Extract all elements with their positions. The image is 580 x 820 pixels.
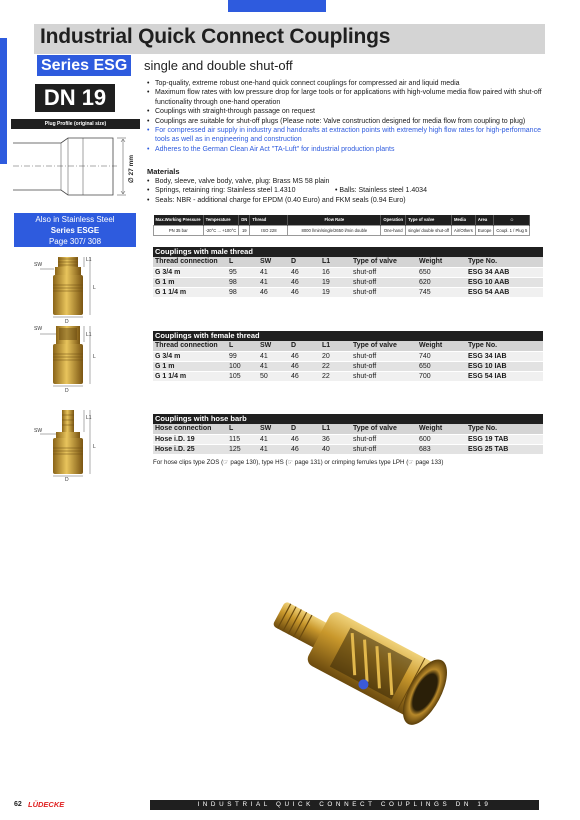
cell: shut-off: [351, 361, 417, 371]
cell: 105: [227, 371, 258, 381]
stainless-line1: Also in Stainless Steel: [35, 215, 115, 224]
cell: G 1 1/4 m: [153, 371, 227, 381]
col-header: D: [289, 424, 320, 434]
male-thread-table: [153, 247, 543, 298]
material-balls: • Balls: Stainless steel 1.4034: [335, 186, 427, 195]
dn-size-box: DN 19: [35, 84, 115, 112]
table-row: [153, 277, 543, 287]
spec-value: 19: [239, 225, 250, 235]
spec-value: Air/Others: [452, 225, 476, 235]
cell: 41: [258, 351, 289, 361]
left-accent-bar: [0, 38, 7, 164]
luedecke-logo: LÜDECKE: [28, 800, 65, 809]
cell: 50: [258, 371, 289, 381]
col-header: L: [227, 257, 258, 267]
table-title: Couplings with female thread: [153, 331, 543, 341]
table-row: [153, 287, 543, 297]
l-label: L: [93, 354, 96, 360]
plug-profile-label: Plug Profile (original size): [11, 119, 140, 129]
cell: 46: [289, 267, 320, 277]
spec-value: Europe: [475, 225, 494, 235]
page-title: Industrial Quick Connect Couplings: [40, 25, 391, 48]
material-item: • Seals: NBR - additional charge for EPDM (0.40 Euro) and FKM seals (0.94 Euro): [147, 196, 542, 205]
cell: 41: [258, 434, 289, 444]
d-label: D: [65, 319, 69, 325]
cell: 46: [258, 287, 289, 297]
footer-band: INDUSTRIAL QUICK CONNECT COUPLINGS DN 19: [150, 800, 539, 810]
l-label: L: [93, 444, 96, 450]
cell: 98: [227, 287, 258, 297]
cell: 745: [417, 287, 466, 297]
page-number: 62: [14, 801, 22, 808]
col-header: Thread connection: [153, 341, 227, 351]
col-header: L: [227, 341, 258, 351]
l1-label: L1: [86, 257, 92, 263]
cell: 46: [289, 287, 320, 297]
materials-list: [147, 177, 542, 205]
female-thread-table: [153, 331, 543, 382]
cell: 40: [320, 444, 351, 454]
col-header: D: [289, 341, 320, 351]
spec-value: single/ double shut-off: [406, 225, 452, 235]
feature-item: • Couplings with straight-through passage on request: [147, 107, 542, 116]
spec-header: Type of valve: [406, 215, 452, 225]
sw-label: SW: [34, 326, 43, 332]
type-number: ESG 34 AAB: [466, 267, 543, 277]
cell: 46: [289, 434, 320, 444]
cell: 740: [417, 351, 466, 361]
cell: 115: [227, 434, 258, 444]
spec-value: PN 35 bar: [154, 225, 204, 235]
cell: shut-off: [351, 434, 417, 444]
top-accent-tab: [228, 0, 326, 12]
type-number: ESG 34 IAB: [466, 351, 543, 361]
table-row: [153, 371, 543, 381]
cell: 700: [417, 371, 466, 381]
spec-header: DN: [239, 215, 250, 225]
hose-barb-coupling-drawing: [34, 410, 102, 484]
spec-table: [153, 215, 530, 236]
cell: 20: [320, 351, 351, 361]
type-number: ESG 10 IAB: [466, 361, 543, 371]
cell: 683: [417, 444, 466, 454]
cell: 22: [320, 371, 351, 381]
stainless-series: Series ESGE: [50, 226, 100, 235]
spec-header: Max.Working Pressure: [154, 215, 204, 225]
col-header: Type of valve: [351, 424, 417, 434]
cell: 16: [320, 267, 351, 277]
col-header: SW: [258, 424, 289, 434]
hose-clip-note: For hose clips type ZOS (☞ page 130), type HS (☞ page 131) or crimping ferrules type LPH (☞ page 133): [153, 459, 444, 466]
cell: shut-off: [351, 351, 417, 361]
series-badge: Series ESG: [37, 55, 131, 76]
col-header: Type No.: [466, 424, 543, 434]
cell: 125: [227, 444, 258, 454]
spec-header: Media: [452, 215, 476, 225]
spec-header-row: [154, 215, 530, 225]
sw-label: SW: [34, 262, 43, 268]
spec-header: Operation: [381, 215, 406, 225]
spec-header: Flow Rate: [288, 215, 381, 225]
col-header: Hose connection: [153, 424, 227, 434]
cell: shut-off: [351, 277, 417, 287]
col-header: Weight: [417, 424, 466, 434]
coupling-cutaway-image: [262, 590, 462, 750]
plug-profile-drawing: [11, 129, 140, 205]
cell: 22: [320, 361, 351, 371]
table-header-row: [153, 341, 543, 351]
table-row: [153, 361, 543, 371]
col-header: L1: [320, 424, 351, 434]
smiley-icon: ☺: [494, 215, 530, 225]
sw-label: SW: [34, 428, 43, 434]
cell: 100: [227, 361, 258, 371]
stainless-steel-note: [14, 213, 136, 247]
table-row: [153, 267, 543, 277]
cell: G 1 m: [153, 277, 227, 287]
hose-barb-table: [153, 414, 543, 455]
l-label: L: [93, 285, 96, 291]
l1-label: L1: [86, 415, 92, 421]
cell: 650: [417, 361, 466, 371]
cell: Hose i.D. 25: [153, 444, 227, 454]
cell: shut-off: [351, 444, 417, 454]
cell: 19: [320, 277, 351, 287]
table-title: Couplings with male thread: [153, 247, 543, 257]
d-label: D: [65, 388, 69, 394]
material-item: [147, 186, 542, 195]
col-header: Type No.: [466, 341, 543, 351]
spec-header: Thread: [250, 215, 288, 225]
cell: shut-off: [351, 287, 417, 297]
spec-header: Temperature: [203, 215, 239, 225]
table-row: [153, 444, 543, 454]
col-header: L: [227, 424, 258, 434]
cell: 95: [227, 267, 258, 277]
female-coupling-drawing: [34, 324, 102, 396]
cell: 41: [258, 361, 289, 371]
cell: 46: [289, 277, 320, 287]
cell: 46: [289, 351, 320, 361]
feature-item: • Maximum flow rates with low pressure drop for large tools or for applications with high-volume media flow paired with shut-off functionality through one-hand operation: [147, 88, 542, 107]
col-header: SW: [258, 341, 289, 351]
type-number: ESG 25 TAB: [466, 444, 543, 454]
d-label: D: [65, 477, 69, 483]
table-header-row: [153, 257, 543, 267]
cell: 41: [258, 444, 289, 454]
cell: 620: [417, 277, 466, 287]
col-header: L1: [320, 341, 351, 351]
stainless-page-ref: Page 307/ 308: [48, 237, 102, 246]
spec-value: -20°C ... +100°C: [203, 225, 239, 235]
cell: G 1 m: [153, 361, 227, 371]
spec-value: ISO 228: [250, 225, 288, 235]
spec-header: Area: [475, 215, 494, 225]
material-springs: Springs, retaining ring: Stainless steel 1.4310: [155, 187, 296, 195]
spec-value-row: [154, 225, 530, 235]
col-header: Thread connection: [153, 257, 227, 267]
table-header-row: [153, 424, 543, 434]
cell: 46: [289, 444, 320, 454]
cell: 41: [258, 277, 289, 287]
cell: 98: [227, 277, 258, 287]
cell: 46: [289, 361, 320, 371]
spec-value: Coupl. 1 / Plug 5: [494, 225, 530, 235]
col-header: Type of valve: [351, 257, 417, 267]
col-header: L1: [320, 257, 351, 267]
feature-item: • Adheres to the German Clean Air Act "TA-Luft" for industrial production plants: [147, 145, 542, 154]
material-item: • Body, sleeve, valve body, valve, plug: Brass MS 58 plain: [147, 177, 542, 186]
cell: G 3/4 m: [153, 351, 227, 361]
cell: 600: [417, 434, 466, 444]
col-header: Type No.: [466, 257, 543, 267]
cell: 46: [289, 371, 320, 381]
feature-item: • Top-quality, extreme robust one-hand quick connect couplings for compressed air and liquid media: [147, 79, 542, 88]
type-number: ESG 54 IAB: [466, 371, 543, 381]
col-header: SW: [258, 257, 289, 267]
cell: shut-off: [351, 371, 417, 381]
profile-dimension: ∅ 27 mm: [128, 154, 135, 183]
cell: shut-off: [351, 267, 417, 277]
col-header: Weight: [417, 341, 466, 351]
table-row: [153, 434, 543, 444]
male-coupling-drawing: [34, 255, 102, 327]
col-header: Type of valve: [351, 341, 417, 351]
l1-label: L1: [86, 332, 92, 338]
cell: Hose i.D. 19: [153, 434, 227, 444]
type-number: ESG 54 AAB: [466, 287, 543, 297]
feature-item: • For compressed air supply in industry and handcrafts at extraction points with extremely high flow rates for high-performance tools as well as in engineering and construction: [147, 126, 542, 145]
cell: 19: [320, 287, 351, 297]
cell: 36: [320, 434, 351, 444]
cell: G 1 1/4 m: [153, 287, 227, 297]
spec-value: One-hand: [381, 225, 406, 235]
table-title: Couplings with hose barb: [153, 414, 543, 424]
spec-value: 8000 l/min/single/2650 l/min double: [288, 225, 381, 235]
cell: 99: [227, 351, 258, 361]
type-number: ESG 10 AAB: [466, 277, 543, 287]
series-subtitle: single and double shut-off: [144, 58, 293, 73]
col-header: Weight: [417, 257, 466, 267]
cell: 41: [258, 267, 289, 277]
feature-list: [147, 79, 542, 154]
cell: G 3/4 m: [153, 267, 227, 277]
col-header: D: [289, 257, 320, 267]
type-number: ESG 19 TAB: [466, 434, 543, 444]
cell: 650: [417, 267, 466, 277]
materials-title: Materials: [147, 167, 180, 176]
table-row: [153, 351, 543, 361]
feature-item: • Couplings are suitable for shut-off plugs (Please note: Valve construction designed for media flow from coupling to plug): [147, 117, 542, 126]
